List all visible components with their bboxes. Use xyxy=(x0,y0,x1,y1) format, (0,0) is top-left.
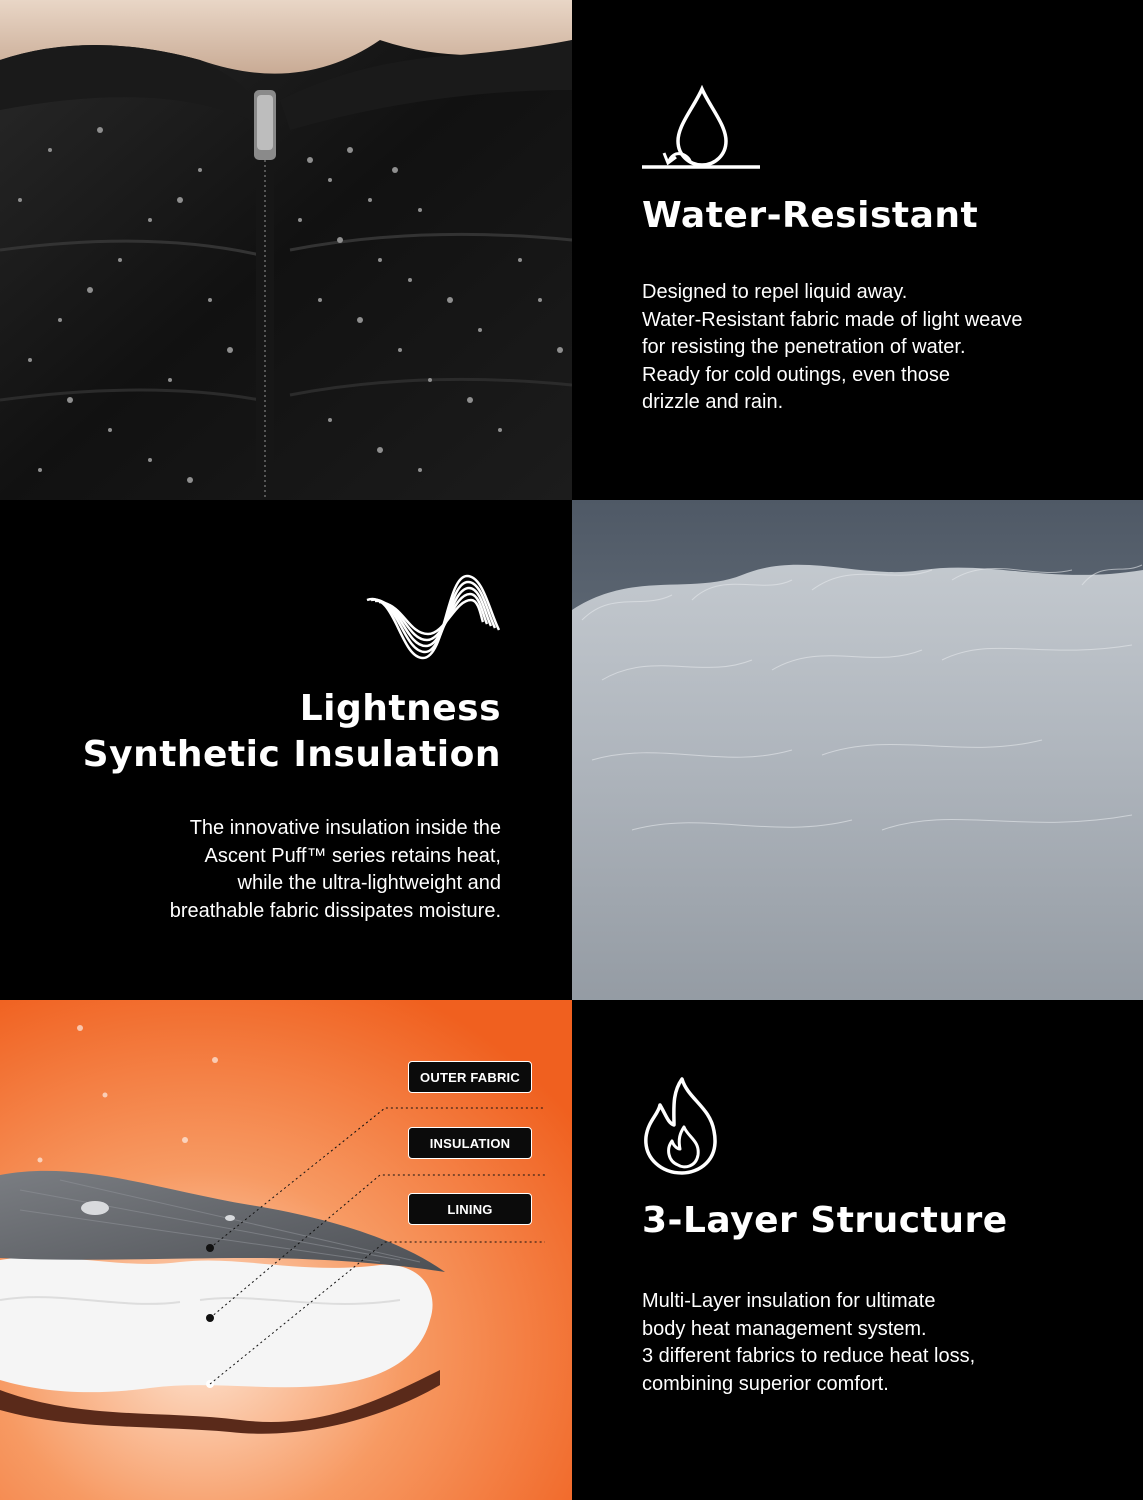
description-line: Multi-Layer insulation for ultimate xyxy=(642,1290,936,1312)
insulation-title-line: Synthetic Insulation xyxy=(82,734,501,775)
description-line: The innovative insulation inside the xyxy=(189,817,501,839)
description-line: breathable fabric dissipates moisture. xyxy=(169,899,501,922)
water-resistant-panel xyxy=(572,0,1143,500)
description-line: Ready for cold outings, even those xyxy=(642,363,950,386)
insulation-fiber-photo xyxy=(572,500,1143,1000)
flame-icon xyxy=(640,1075,730,1175)
water-resistant-description xyxy=(642,279,1023,417)
jacket-water-photo xyxy=(0,0,572,500)
description-line: Water-Resistant fabric made of light weave xyxy=(642,308,1023,331)
insulation-description xyxy=(170,815,501,925)
description-line: while the ultra-lightweight and xyxy=(237,872,501,894)
layer-structure-description xyxy=(642,1288,975,1398)
layer-structure-illustration xyxy=(0,1000,572,1500)
water-drop-icon xyxy=(640,85,762,175)
layer-label-outer-fabric: OUTER FABRIC xyxy=(408,1061,532,1093)
layer-structure-panel xyxy=(572,1000,1143,1500)
insulation-panel xyxy=(0,500,572,1000)
description-line: Ascent Puff™ series retains heat, xyxy=(204,844,501,867)
wave-lines-icon xyxy=(365,570,500,665)
water-resistant-title: Water-Resistant xyxy=(642,195,979,236)
insulation-title-line: Lightness xyxy=(299,688,501,729)
description-line: drizzle and rain. xyxy=(642,391,784,413)
layer-label-insulation: INSULATION xyxy=(408,1127,532,1159)
insulation-title xyxy=(83,686,501,778)
description-line: body heat management system. xyxy=(642,1317,927,1340)
layer-label-lining: LINING xyxy=(408,1193,532,1225)
description-line: combining superior comfort. xyxy=(642,1372,889,1395)
description-line: 3 different fabrics to reduce heat loss, xyxy=(642,1345,976,1367)
description-line: Designed to repel liquid away. xyxy=(642,281,908,303)
description-line: for resisting the penetration of water. xyxy=(642,336,966,358)
layer-structure-title: 3-Layer Structure xyxy=(642,1200,1008,1241)
